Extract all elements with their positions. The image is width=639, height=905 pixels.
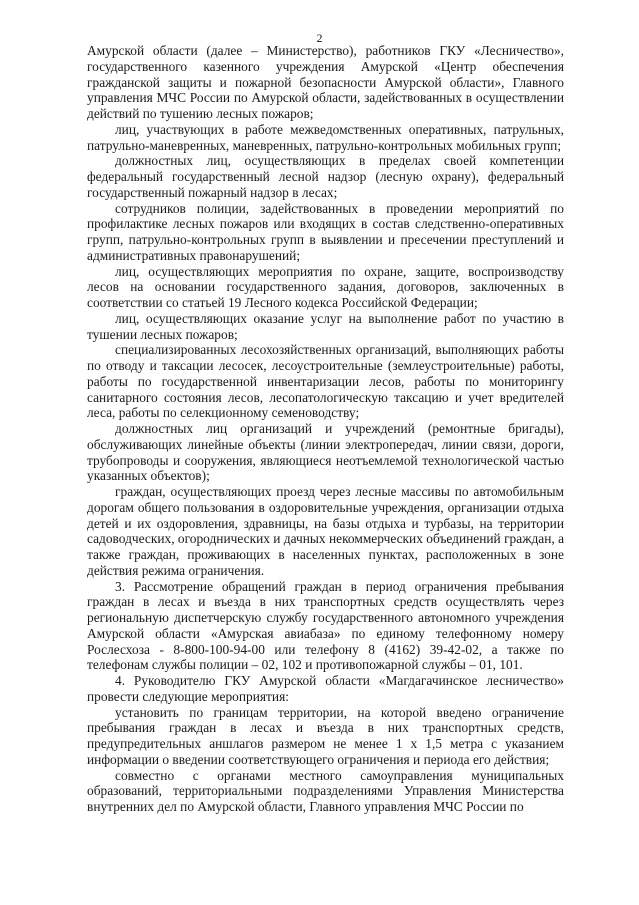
paragraph-mobile-groups: лиц, участвующих в работе межведомственных оперативных, патрульных, патрульно-маневренных, маневренных, патрульно-контрольных мобильных групп;: [87, 121, 564, 153]
paragraph-forest-supervision: должностных лиц, осуществляющих в пределах своей компетенции федеральный государственный лесной надзор (лесную охрану), федеральный государственный пожарный надзор в лесах;: [87, 153, 564, 200]
page-number: 2: [316, 31, 323, 45]
paragraph-item-4: 4. Руководителю ГКУ Амурской области «Магдагачинское лесничество» провести следующие мероприятия:: [87, 673, 564, 704]
paragraph-signs: установить по границам территории, на которой введено ограничение пребывания граждан в лесах и въезда в них транспортных средств, предупредительных аншлагов размером не менее 1 х 1,5 метра с указанием информации о введении соответствующего ограничения и периода его действия;: [87, 704, 564, 767]
paragraph-continuation: Амурской области (далее – Министерство), работников ГКУ «Лесничество», государственного казенного учреждения Амурской «Центр обеспечения гражданской защиты и пожарной безопасности Амурской области», Главного управления МЧС России по Амурской области, задействованных в осуществлении действий по тушению лесных пожаров;: [87, 43, 564, 121]
paragraph-firefighting-services: лиц, осуществляющих оказание услуг на выполнение работ по участию в тушении лесных пожаров;: [87, 310, 564, 342]
paragraph-citizens-transit: граждан, осуществляющих проезд через лесные массивы по автомобильным дорогам общего пользования в оздоровительные учреждения, организации отдыха детей и их оздоровления, здравницы, на базы отдыха и турбазы, на территории садоводческих, огороднических и дачных некоммерческих объединений граждан, а также граждан, проживающих в населенных пунктах, расположенных в зоне действия режима ограничения.: [87, 484, 565, 578]
paragraph-item-3: 3. Рассмотрение обращений граждан в период ограничения пребывания граждан в лесах и въезда в них транспортных средств осуществлять через региональную диспетчерскую службу государственного автономного учреждения Амурской области «Амурская авиабаза» по единому телефонному номеру Рослесхоза - 8-800-100-94-00 или телефону 8 (4162) 39-42-02, а также по телефонам службы полиции – 02, 102 и противопожарной службы – 01, 101.: [87, 578, 564, 673]
paragraph-linear-objects: должностных лиц организаций и учреждений (ремонтные бригады), обслуживающих линейные объекты (линии электропередач, линии связи, дороги, трубопроводы и сооружения, являющиеся неотъемлемой технологической частью указанных объектов);: [87, 421, 564, 484]
paragraph-forestry-organizations: специализированных лесохозяйственных организаций, выполняющих работы по отводу и таксации лесосек, лесоустроительные (землеустроительные) работы, работы по государственной инвентаризации лесов, работы по мониторингу санитарного состояния лесов, лесопатологическую таксацию и учет вредителей леса, работы по селекционному семеноводству;: [87, 342, 564, 421]
paragraph-forest-protection: лиц, осуществляющих мероприятия по охране, защите, воспроизводству лесов на основании государственного задания, договоров, заключенных в соответствии со статьей 19 Лесного кодекса Российской Федерации;: [87, 263, 564, 310]
document-body: [87, 43, 564, 815]
paragraph-cooperation: совместно с органами местного самоуправления муниципальных образований, территориальными подразделениями Управления Министерства внутренних дел по Амурской области, Главного управления МЧС России по: [87, 767, 564, 814]
paragraph-police: сотрудников полиции, задействованных в проведении мероприятий по профилактике лесных пожаров или входящих в состав следственно-оперативных групп, патрульно-контрольных групп в выявлении и пресечении преступлений и административных правонарушений;: [87, 200, 564, 263]
